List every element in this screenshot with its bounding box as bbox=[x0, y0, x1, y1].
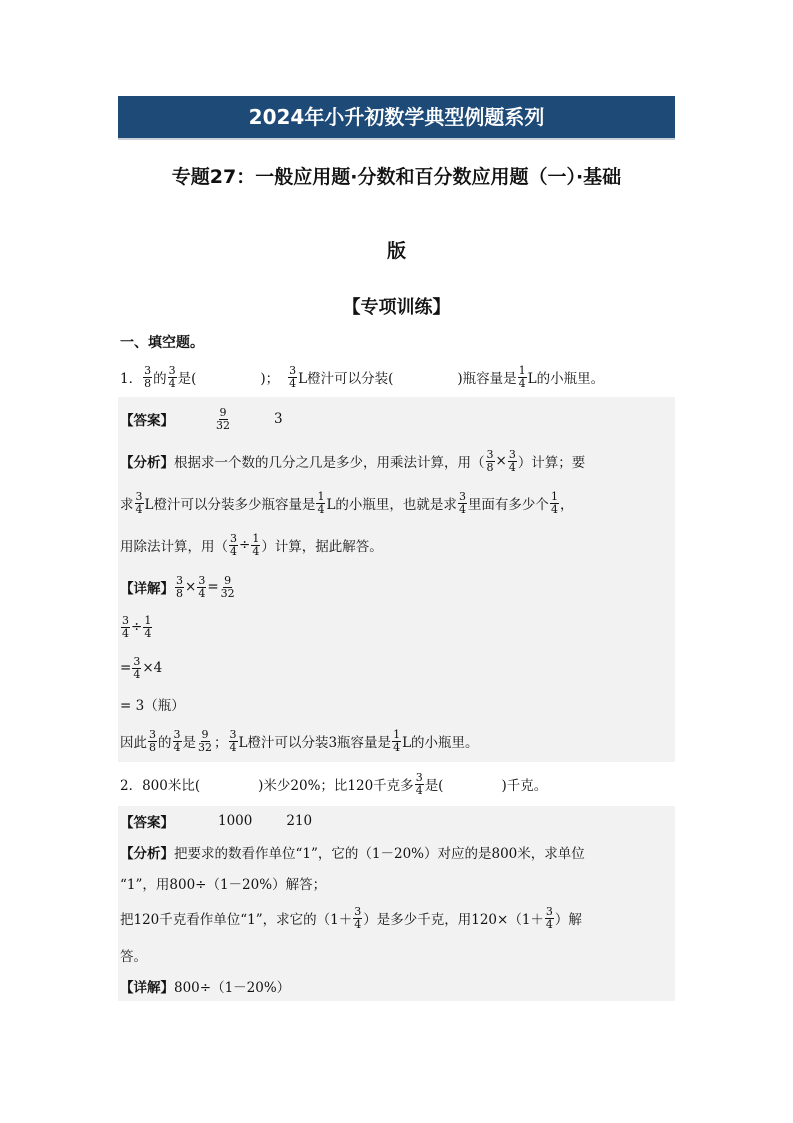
page-title-line1: 专题27：一般应用题·分数和百分数应用题（一）·基础 bbox=[171, 166, 622, 188]
text: )； bbox=[260, 371, 280, 387]
detail-1-line3 bbox=[120, 651, 672, 685]
text: “1”，用800÷（1－20%）解答； bbox=[120, 877, 327, 893]
analysis-2-line3 bbox=[120, 901, 672, 935]
fraction: $\frac{1}{4}$ bbox=[144, 613, 152, 640]
analysis-2-line2 bbox=[120, 872, 672, 894]
operator: × bbox=[185, 579, 197, 595]
fraction: $\frac{1}{4}$ bbox=[393, 727, 401, 754]
text: 是 bbox=[182, 735, 196, 751]
fraction: $\frac{3}{4}$ bbox=[122, 613, 129, 640]
text: L橙汁可以分装3瓶容量是 bbox=[238, 735, 392, 751]
fraction: $\frac{3}{8}$ bbox=[149, 727, 156, 754]
fraction: $\frac{1}{4}$ bbox=[518, 363, 526, 390]
fraction: $\frac{9}{32}$ bbox=[198, 727, 212, 754]
text: 把要求的数看作单位“1”，它的（1－20%）对应的是800米，求单位 bbox=[174, 846, 585, 862]
text: 是( bbox=[424, 778, 444, 794]
text: L的小瓶里。 bbox=[527, 371, 605, 387]
fraction: $\frac{9}{32}$ bbox=[220, 573, 235, 600]
fraction: $\frac{3}{4}$ bbox=[173, 727, 181, 754]
text: ， bbox=[559, 497, 574, 513]
text: ×4 bbox=[142, 660, 163, 676]
fraction: $\frac{3}{4}$ bbox=[168, 363, 176, 390]
page-title-line2: 版 bbox=[386, 240, 406, 262]
fraction: $\frac{3}{4}$ bbox=[508, 447, 516, 474]
answer-2 bbox=[120, 810, 672, 832]
fraction: $\frac{3}{4}$ bbox=[415, 770, 423, 797]
analysis-tag: 【分析】 bbox=[120, 846, 174, 862]
text: 的 bbox=[153, 371, 167, 387]
question-number: 2． bbox=[120, 778, 143, 794]
fraction: $\frac{3}{4}$ bbox=[545, 904, 553, 931]
question-1 bbox=[120, 362, 672, 392]
answer-fraction: $\frac{9}{32}$ bbox=[216, 405, 230, 432]
fraction: $\frac{3}{4}$ bbox=[229, 727, 237, 754]
fraction: $\frac{1}{4}$ bbox=[252, 531, 260, 558]
fraction: $\frac{3}{4}$ bbox=[458, 489, 466, 516]
analysis-1-line3 bbox=[120, 530, 672, 560]
answer-value: 210 bbox=[286, 813, 313, 829]
section-fill-blank: 一、填空题。 bbox=[120, 335, 204, 351]
answer-value: 1000 bbox=[218, 813, 253, 829]
operator: ÷ bbox=[239, 537, 251, 553]
operator: = bbox=[120, 660, 132, 676]
answer-value: 3 bbox=[274, 411, 283, 427]
fraction: $\frac{3}{8}$ bbox=[144, 363, 152, 390]
text: ）解 bbox=[554, 912, 582, 928]
text: )米少20%；比120千克多 bbox=[258, 778, 414, 794]
analysis-1-line2 bbox=[120, 487, 672, 519]
question-number: 1． bbox=[120, 371, 143, 387]
text: 答。 bbox=[120, 949, 147, 965]
text: L橙汁可以分装多少瓶容量是 bbox=[144, 497, 316, 513]
operator: ÷ bbox=[131, 619, 143, 635]
text: )瓶容量是 bbox=[457, 371, 517, 387]
text: 里面有多少个 bbox=[467, 497, 549, 513]
answer-tag: 【答案】 bbox=[120, 413, 174, 429]
analysis-1-line1 bbox=[120, 446, 672, 476]
text: 800÷（1－20%） bbox=[174, 980, 291, 996]
fraction: $\frac{3}{8}$ bbox=[486, 447, 494, 474]
fraction: $\frac{3}{8}$ bbox=[176, 573, 183, 600]
text: L橙汁可以分装( bbox=[298, 371, 394, 387]
fraction: $\frac{3}{4}$ bbox=[133, 654, 141, 681]
text: L的小瓶里，也就是求 bbox=[326, 497, 457, 513]
section-heading: 【专项训练】 bbox=[342, 297, 451, 318]
fraction: $\frac{3}{4}$ bbox=[198, 573, 206, 600]
detail-tag: 【详解】 bbox=[120, 581, 174, 597]
series-banner: 2024年小升初数学典型例题系列 bbox=[118, 96, 675, 138]
text: = 3（瓶） bbox=[120, 698, 185, 714]
detail-2-line1 bbox=[120, 975, 672, 997]
text: ； bbox=[214, 735, 228, 751]
operator: × bbox=[495, 453, 507, 469]
text: ）是多少千克，用120×（1＋ bbox=[363, 912, 544, 928]
analysis-2-line4 bbox=[120, 944, 672, 966]
text: 求 bbox=[120, 497, 134, 513]
detail-1-conclusion bbox=[120, 724, 672, 758]
text: L的小瓶里。 bbox=[402, 735, 479, 751]
text: )千克。 bbox=[501, 778, 548, 794]
detail-1-line1 bbox=[120, 570, 672, 604]
analysis-2-line1 bbox=[120, 841, 672, 863]
text: ）计算，据此解答。 bbox=[261, 539, 383, 555]
text: 因此 bbox=[120, 735, 147, 751]
text: 是( bbox=[177, 371, 197, 387]
operator: = bbox=[207, 579, 219, 595]
fraction: $\frac{3}{4}$ bbox=[230, 531, 237, 558]
detail-1-line2 bbox=[120, 610, 672, 644]
answer-1 bbox=[120, 402, 672, 436]
fraction: $\frac{1}{4}$ bbox=[317, 489, 325, 516]
analysis-tag: 【分析】 bbox=[120, 455, 174, 471]
answer-tag: 【答案】 bbox=[120, 815, 174, 831]
text: 用除法计算，用（ bbox=[120, 539, 228, 555]
detail-tag: 【详解】 bbox=[120, 980, 174, 996]
fraction: $\frac{3}{4}$ bbox=[135, 489, 143, 516]
text: 800米比( bbox=[142, 778, 201, 794]
fraction: $\frac{1}{4}$ bbox=[550, 489, 558, 516]
text: 把120千克看作单位“1”，求它的（1＋ bbox=[120, 912, 353, 928]
fraction: $\frac{3}{4}$ bbox=[354, 904, 362, 931]
text: 的 bbox=[158, 735, 172, 751]
fraction: $\frac{3}{4}$ bbox=[289, 363, 297, 390]
question-2 bbox=[120, 768, 672, 800]
text: ）计算；要 bbox=[517, 455, 586, 471]
detail-1-line4 bbox=[120, 693, 672, 715]
text: 根据求一个数的几分之几是多少，用乘法计算，用（ bbox=[174, 455, 485, 471]
